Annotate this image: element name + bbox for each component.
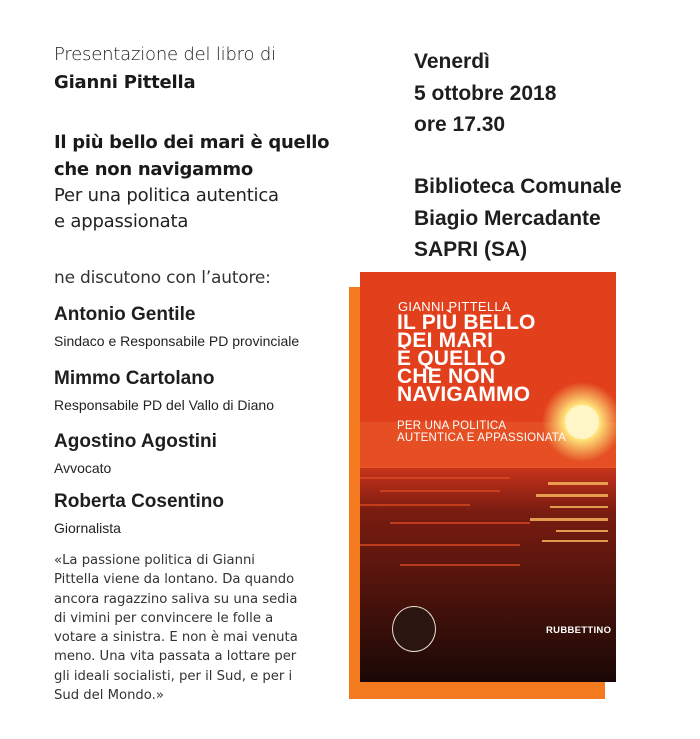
cover-title-line: DEI MARI xyxy=(397,329,494,352)
publisher-seal-icon xyxy=(392,606,436,652)
discuss-label: ne discutono con l’autore: xyxy=(54,268,271,288)
cover-subtitle-line: PER UNA POLITICA xyxy=(397,420,507,432)
speaker-role: Avvocato xyxy=(54,460,112,476)
quote-line: Sud del Mondo.» xyxy=(54,688,164,704)
cover-publisher: RUBBETTINO xyxy=(546,625,612,636)
speaker-role: Responsabile PD del Vallo di Diano xyxy=(54,397,274,413)
book-title-line: che non navigammo xyxy=(54,159,253,180)
quote-line: ancora ragazzino saliva su una sedia xyxy=(54,591,298,607)
cover-title-line: CHE NON xyxy=(397,365,496,388)
book-title xyxy=(54,129,329,183)
speaker-name: Agostino Agostini xyxy=(54,431,217,452)
event-time: ore 17.30 xyxy=(414,113,506,136)
quote-line: di vimini per convincere le folle a xyxy=(54,610,274,626)
cover-title-line: È QUELLO xyxy=(397,347,506,370)
quote-line: votare a sinistra. E non è mai venuta xyxy=(54,630,298,646)
author-name: Gianni Pittella xyxy=(54,72,196,93)
cover-title-line: NAVIGAMMO xyxy=(397,383,531,406)
cover-subtitle-line: AUTENTICA E APPASSIONATA xyxy=(397,432,567,444)
book-subtitle-line: Per una politica autentica xyxy=(54,185,279,206)
event-day: Venerdì xyxy=(414,50,490,73)
venue-line: Biblioteca Comunale xyxy=(414,175,622,198)
quote-block xyxy=(54,551,314,705)
speaker-name: Roberta Cosentino xyxy=(54,491,224,512)
event-venue xyxy=(414,171,622,266)
cover-title-line: IL PIÙ BELLO xyxy=(397,311,536,334)
quote-line: meno. Una vita passata a lottare per xyxy=(54,649,297,665)
quote-line: «La passione politica di Gianni xyxy=(54,553,255,568)
speaker-role: Sindaco e Responsabile PD provinciale xyxy=(54,333,300,349)
book-subtitle-line: e appassionata xyxy=(54,211,189,232)
event-date: 5 ottobre 2018 xyxy=(414,81,557,105)
cover-subtitle xyxy=(397,420,566,444)
quote-line: gli ideali socialisti, per il Sud, e per i xyxy=(54,668,293,684)
quote-line: Pittella viene da lontano. Da quando xyxy=(54,572,295,588)
cover-title xyxy=(397,311,536,406)
cover-author: GIANNI PITTELLA xyxy=(398,299,511,314)
venue-line: SAPRI (SA) xyxy=(414,238,528,261)
speaker-name: Mimmo Cartolano xyxy=(54,368,215,389)
book-title-line: Il più bello dei mari è quello xyxy=(54,132,330,153)
book-subtitle xyxy=(54,183,279,235)
speaker-role: Giornalista xyxy=(54,520,121,536)
venue-line: Biagio Mercadante xyxy=(414,206,601,230)
speaker-name: Antonio Gentile xyxy=(54,304,196,325)
event-datetime xyxy=(414,46,556,141)
intro-text: Presentazione del libro di xyxy=(54,44,276,65)
